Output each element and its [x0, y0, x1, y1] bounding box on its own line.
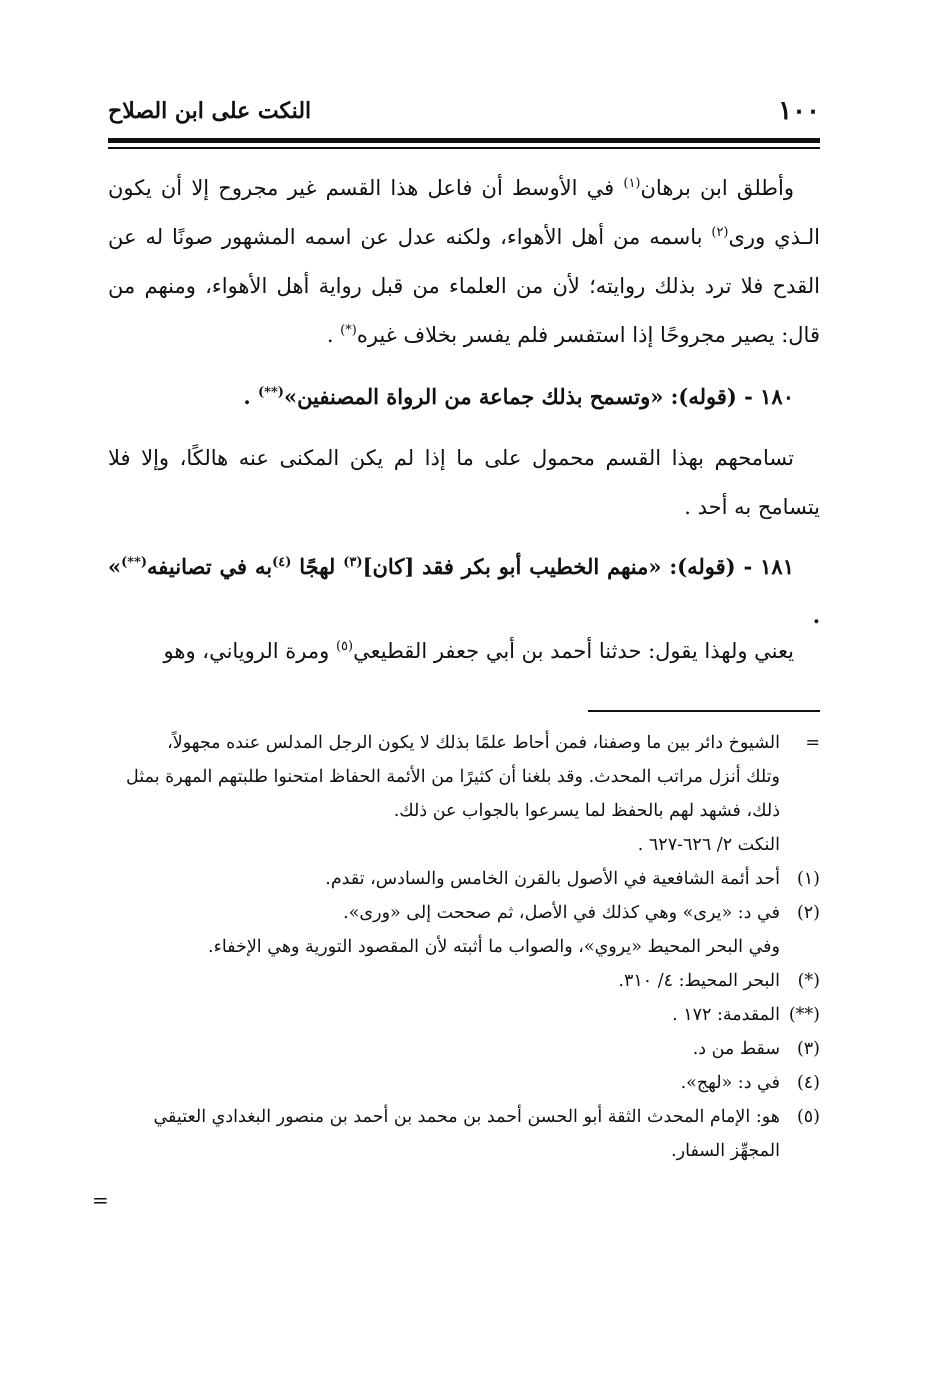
footnote-ref-3: (٣) — [343, 555, 363, 570]
footnote-mark: (٥) — [796, 1107, 820, 1127]
paragraph-1-text-d: . — [326, 323, 341, 347]
footnote-mark: (٢) — [796, 903, 820, 923]
paragraph-5 — [108, 627, 820, 676]
paragraph-4-heading — [108, 542, 820, 640]
footnotes — [108, 726, 820, 1168]
page-number: ١٠٠ — [778, 96, 820, 126]
footnote-mark: (٤) — [796, 1073, 820, 1093]
footnote-text: البحر المحيط: ٤/ ٣١٠. — [618, 971, 780, 991]
paragraph-3 — [108, 434, 820, 532]
heading-180-end: . — [243, 384, 259, 409]
footnote-carry-line: ذلك، فشهد لهم بالحفظ لما يسرعوا بالجواب عن ذلك. — [393, 801, 780, 821]
footnote-carry-line: الشيوخ دائر بين ما وصفنا، فمن أحاط علمًا بذلك لا يكون الرجل المدلس عنده مجهولاً، — [167, 733, 780, 753]
footnote-item — [108, 998, 820, 1032]
footnote-carry-line: وتلك أنزل مراتب المحدث. وقد بلغنا أن كثيرًا من الأئمة الحفاظ امتحنوا طلبتهم المهرة بمثل — [126, 767, 780, 787]
footnote-carry-line: النكت ٢/ ٦٢٦-٦٢٧ . — [637, 835, 780, 855]
footnote-ref-5: (٥) — [335, 639, 354, 654]
footnote-item-continued — [108, 930, 820, 964]
footnote-ref-2: (٢) — [711, 225, 729, 240]
footnote-ref-double-star-2: (**) — [121, 555, 148, 570]
paragraph-3-text: تسامحهم بهذا القسم محمول على ما إذا لم يكن المكنى عنه هالكًا، وإلا فلا يتسامح به أحد . — [108, 446, 820, 519]
footnote-item — [108, 1032, 820, 1066]
footnote-mark: (٣) — [796, 1039, 820, 1059]
header-rule-thin — [108, 147, 820, 149]
footnote-continuation-mark: = — [92, 1188, 109, 1212]
paragraph-1-text-a: وأطلق ابن برهان — [640, 176, 794, 200]
heading-181-text-c: به في تصانيفه — [147, 554, 273, 579]
footnote-carry-mark: = — [805, 733, 820, 753]
running-title: النكت على ابن الصلاح — [108, 98, 312, 124]
footnote-item — [108, 1066, 820, 1100]
footnote-text: في د: «لهج». — [680, 1073, 780, 1093]
footnote-mark: (**) — [788, 1005, 820, 1025]
footnote-text: وفي البحر المحيط «يروي»، والصواب ما أثبته لأن المقصود التورية وهي الإخفاء. — [208, 937, 780, 957]
heading-181-text-a: ١٨١ - (قوله): «منهم الخطيب أبو بكر فقد [كان] — [362, 554, 794, 579]
footnote-carryover — [108, 726, 820, 862]
footnote-text: سقط من د. — [692, 1039, 780, 1059]
footnote-item — [108, 862, 820, 896]
footnote-text: هو: الإمام المحدث الثقة أبو الحسن أحمد بن محمد بن أحمد بن منصور البغدادي العتيقي المجهِّز السفار. — [153, 1107, 780, 1161]
footnote-ref-4: (٤) — [272, 555, 292, 570]
footnote-item — [108, 896, 820, 930]
header-rule-thick — [108, 138, 820, 143]
footnote-mark: (١) — [796, 869, 820, 889]
footnote-ref-1: (١) — [623, 176, 641, 191]
footnote-text: في د: «يرى» وهي كذلك في الأصل، ثم صححت إلى «ورى». — [343, 903, 780, 923]
footnote-ref-star: (*) — [340, 323, 357, 338]
heading-181-text-b: لهجًا — [291, 554, 344, 579]
paragraph-5-text-a: يعني ولهذا يقول: حدثنا أحمد بن أبي جعفر القطيعي — [353, 639, 794, 663]
heading-181-end: » . — [108, 554, 820, 628]
paragraph-1-text-b: في الأوسط أن فاعل هذا القسم غير مجروح إلا أن يكون الـذي ورى — [108, 176, 820, 249]
paragraph-2-heading — [108, 372, 820, 421]
heading-180-text: ١٨٠ - (قوله): «وتسمح بذلك جماعة من الرواة المصنفين» — [283, 384, 794, 409]
footnote-item — [108, 964, 820, 998]
footnote-text: أحد أئمة الشافعية في الأصول بالقرن الخامس والسادس، تقدم. — [325, 869, 780, 889]
footnote-separator — [588, 710, 820, 712]
footnote-item — [108, 1100, 820, 1168]
paragraph-1 — [108, 164, 820, 360]
page-header — [108, 96, 820, 132]
footnote-ref-double-star: (**) — [258, 385, 284, 400]
paragraph-1-text-c: باسمه من أهل الأهواء، ولكنه عدل عن اسمه المشهور صونًا له عن القدح فلا ترد بذلك روايته؛ لأن من العلماء من قبل رواية أهل الأهواء، ومنهم من قال: يصير مجروحًا إذا استفسر فلم يفسر بخلاف غيره — [108, 225, 820, 347]
footnote-mark: (*) — [797, 971, 820, 991]
footnote-text: المقدمة: ١٧٢ . — [672, 1005, 780, 1025]
paragraph-5-text-b: ومرة الروياني، وهو — [163, 639, 336, 663]
